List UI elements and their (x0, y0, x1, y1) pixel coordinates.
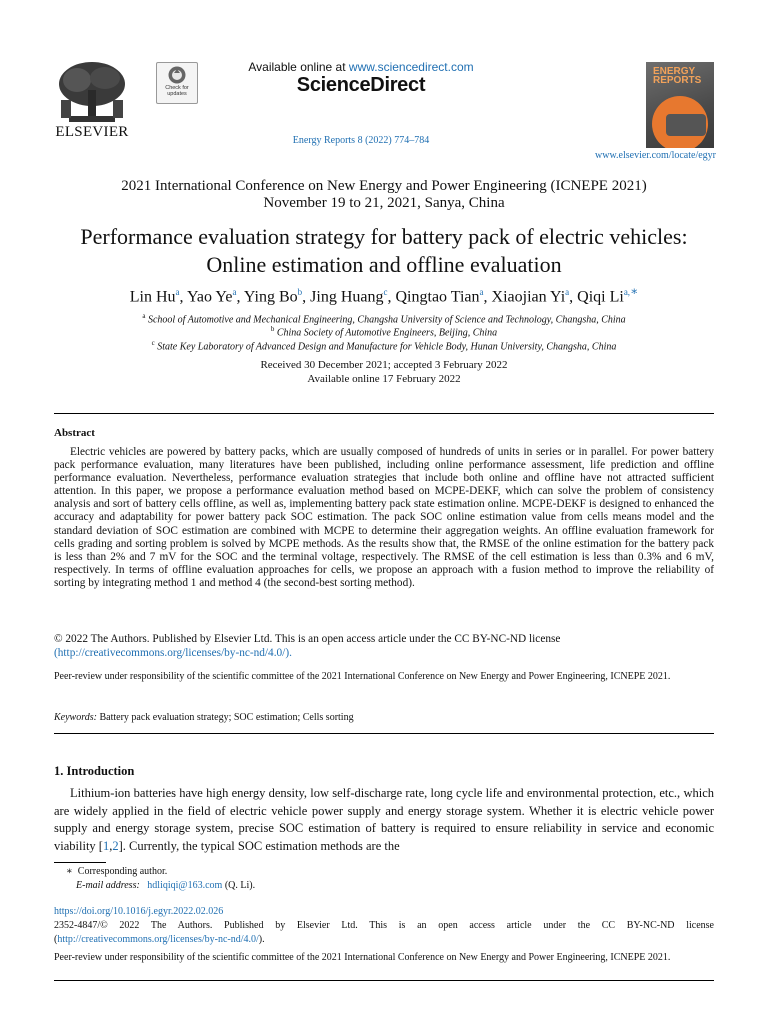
conference-name: 2021 International Conference on New Energy and Power Engineering (ICNEPE 2021) (121, 178, 647, 194)
divider (54, 980, 714, 981)
affiliation-text: China Society of Automotive Engineers, Beijing, China (276, 327, 498, 339)
journal-citation[interactable]: Energy Reports 8 (2022) 774–784 (292, 135, 430, 146)
available-online-line (0, 60, 722, 77)
cover-e-icon (652, 96, 708, 148)
sciencedirect-link[interactable]: www.sciencedirect.com (348, 60, 474, 74)
available-online-label: Available online at (248, 60, 349, 74)
author-affil-mark[interactable]: a (565, 287, 570, 297)
author-affil-mark[interactable]: b (297, 287, 303, 297)
check-updates-label-2: updates (167, 91, 187, 97)
divider (54, 733, 714, 734)
divider (54, 413, 714, 414)
affiliation-text: State Key Laboratory of Advanced Design and Manufacture for Vehicle Body, Hunan University, Changsha, China (157, 341, 617, 353)
introduction-text (54, 785, 714, 855)
article-title-line-2: Online estimation and offline evaluation (206, 252, 562, 277)
corresponding-author-note (66, 866, 167, 877)
available-online-date: Available online 17 February 2022 (307, 373, 461, 385)
received-dates: Received 30 December 2021; accepted 3 February 2022 (260, 359, 508, 371)
section-heading: 1. Introduction (54, 764, 135, 778)
email-suffix: (Q. Li). (222, 880, 256, 891)
article-title-line-1: Performance evaluation strategy for battery pack of electric vehicles: (80, 224, 688, 249)
affiliation-key: b (270, 325, 275, 333)
author-affil-mark[interactable]: a (175, 287, 180, 297)
keywords (54, 712, 714, 723)
license-link[interactable]: http://creativecommons.org/licenses/by-nc-nd/4.0/ (57, 934, 259, 945)
issn-license (54, 919, 714, 947)
check-updates-label-1: Check for (165, 85, 189, 91)
email-label: E-mail address: (76, 880, 140, 891)
author-list: Lin Hu$^a$, Yao Ye$^a$, Ying Bo$^b$, Jing Huang$^c$, Qingtao Tian$^a$, Xiaojian Yi$^a$, Qiqi $Li^{a,∗}$ (129, 284, 639, 306)
affiliation-c (0, 339, 768, 352)
conference-dates: November 19 to 21, 2021, Sanya, China (263, 195, 505, 211)
affiliation-text: School of Automotive and Mechanical Engineering, Changsha University of Science and Technology, Changsha, China (147, 314, 626, 326)
license-link[interactable]: (http://creativecommons.org/licenses/by-nc-nd/4.0/). (54, 647, 292, 659)
author-affil-mark[interactable]: c (383, 287, 388, 297)
doi-link[interactable]: https://doi.org/10.1016/j.egyr.2022.02.026 (54, 906, 224, 917)
copyright-text: © 2022 The Authors. Published by Elsevier Ltd. This is an open access article under the CC BY-NC-ND license (54, 633, 561, 645)
citation-separator: , (109, 838, 113, 853)
journal-cover-image[interactable] (646, 62, 714, 148)
cover-title-line-1: ENERGY (653, 66, 696, 77)
footnote-text: Corresponding author. (77, 866, 168, 877)
author-affil-mark[interactable]: a (232, 287, 237, 297)
email-note (76, 880, 255, 891)
journal-homepage-link[interactable]: www.elsevier.com/locate/egyr (595, 150, 716, 161)
intro-text-start: Lithium-ion batteries have high energy density, low self-discharge rate, long cycle life and environmental protection, etc., which are widely applied in the field of electric vehicle power supply and energy storage system. Whether it is electric vehicle power supply and energy storage system, precise SOC estimation of battery is required to ensure reliability in service and economic viability [ (54, 786, 714, 853)
author-name[interactable]: Qingtao Tian (395, 288, 480, 306)
keywords-label: Keywords: (54, 712, 97, 723)
footnote-mark: ∗ (66, 866, 73, 877)
intro-text-end: ]. Currently, the typical SOC estimation methods are the (118, 838, 400, 853)
peer-review-statement: Peer-review under responsibility of the scientific committee of the 2021 International Conference on New Energy and Power Engineering, ICNEPE 2021. (54, 671, 671, 682)
cover-title-line-2: REPORTS (653, 75, 702, 86)
email-link[interactable]: hdliqiqi@163.com (147, 880, 223, 891)
abstract-heading: Abstract (54, 427, 95, 439)
author-affil-mark[interactable] (623, 284, 639, 298)
copyright-notice (54, 632, 714, 660)
corresponding-star[interactable]: ∗ (630, 284, 639, 298)
author-name[interactable]: Ying Bo (243, 288, 298, 306)
affiliation-a (0, 312, 768, 325)
author-name[interactable]: Yao Ye (186, 288, 233, 306)
issn-text: 2352-4847/© 2022 The Authors. Published by Elsevier Ltd. This is an open access article under the CC BY-NC-ND license ( (54, 920, 714, 945)
author-affil-letter[interactable]: a, (623, 287, 631, 297)
affiliation-b (0, 325, 768, 338)
citation-link[interactable]: 2 (112, 838, 119, 853)
keywords-text: Battery pack evaluation strategy; SOC estimation; Cells sorting (96, 712, 354, 723)
affiliation-key: a (142, 312, 146, 320)
sciencedirect-logo: ScienceDirect (296, 74, 426, 96)
publisher-name: ELSEVIER (55, 124, 129, 140)
footnote-divider (54, 862, 106, 863)
issn-end: ). (258, 934, 265, 945)
author-affil-mark[interactable]: a (479, 287, 484, 297)
abstract-text: Electric vehicles are powered by battery packs, which are usually composed of hundreds of units in series or in parallel. For power battery pack performance evaluation, many literatures have been published, including online performance assessment, life prediction and offline performance evaluation. Nevertheless, performance evaluation strategies that include both online and offline have not attracted sufficient attention. In this paper, we propose a performance evaluation method based on MCPE-DEKF, which can solve the problem of consistency analysis and sort of battery cells offline, as well as, implementing battery pack state estimation online. MCPE-DEKF is designed to enhanced the accuracy and adaptability for power battery pack SOC estimation. The pack SOC online estimation value from cells means model and the standard deviation of SOC estimation are combined with MCPE to determine their aggregation weights. An offline evaluation framework for cells grading and sorting problem is solved by MCPE methods. As the results show that, the RMSE of the online estimation for the battery pack is less than 2% and 7 mV for the SOC and the terminal voltage, respectively. The RMSE of the cell estimation is less than 0.3% and 6 mV, respectively. In terms of offline evaluation approaches for cells, we propose an approach with a fusion method to improve the reliability of sorting by integrating method 1 and method 4 (the second-best sorting method). (54, 446, 714, 589)
author-name[interactable]: Jing Huang (310, 288, 384, 306)
peer-review-footer: Peer-review under responsibility of the scientific committee of the 2021 International Conference on New Energy and Power Engineering, ICNEPE 2021. (54, 952, 671, 963)
author-name[interactable]: Lin Hu (129, 288, 176, 306)
author-name[interactable]: Qiqi Li (577, 288, 624, 306)
citation-link[interactable]: 1 (102, 838, 110, 853)
cover-title (646, 62, 714, 85)
affiliation-key: c (151, 339, 155, 347)
author-name[interactable]: Xiaojian Yi (491, 288, 566, 306)
